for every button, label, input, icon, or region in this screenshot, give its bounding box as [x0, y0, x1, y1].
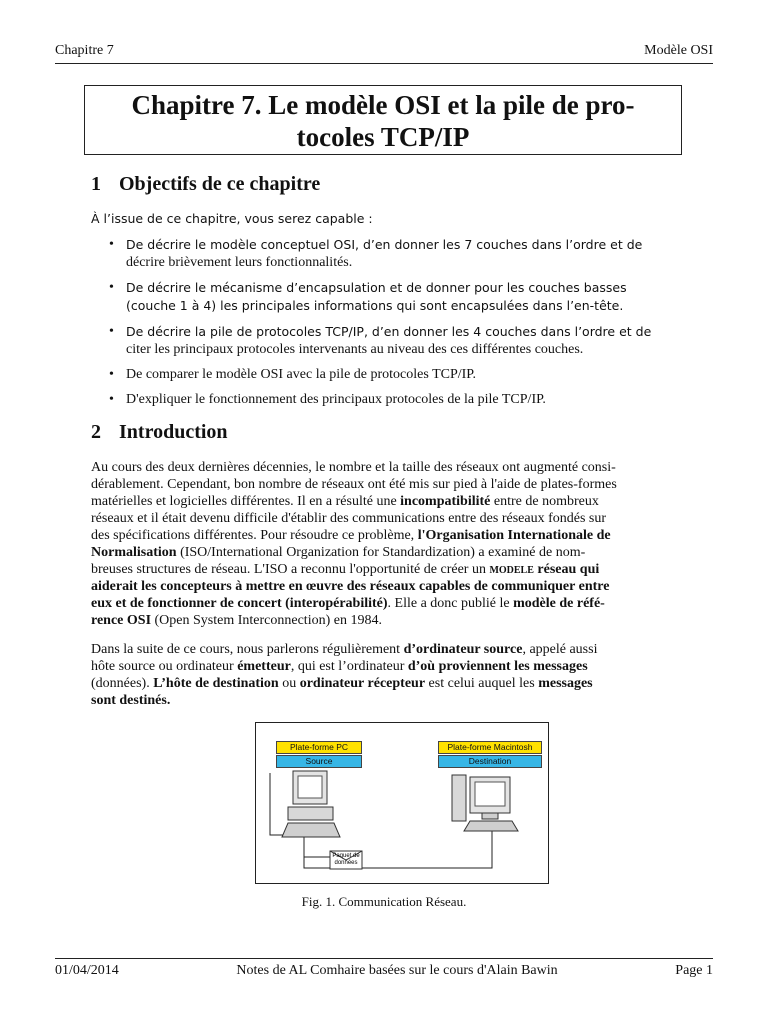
page-header — [55, 43, 713, 59]
section1-heading — [91, 173, 320, 196]
section2-heading — [91, 421, 228, 444]
section2-title: Introduction — [119, 421, 228, 443]
network-diagram — [256, 723, 550, 885]
network-figure — [255, 722, 549, 884]
footer-credits: Notes de AL Comhaire basées sur le cours d'Alain Bawin — [236, 963, 558, 978]
right-platform-label: Plate-forme Macintosh — [438, 741, 542, 754]
page-footer — [55, 963, 713, 979]
right-role-label: Destination — [438, 755, 542, 768]
chapter-title-line1: Chapitre 7. Le modèle OSI et la pile de pro- — [131, 90, 635, 120]
list-item: • De décrire le mécanisme d’encapsulation et de donner pour les couches basses (couche 1 à 4) les principales informations qui sont encapsulées dans l’en-tête. — [126, 279, 677, 315]
section1-title: Objectifs de ce chapitre — [119, 173, 321, 195]
objectives-list — [126, 236, 677, 416]
section2-number: 2 — [91, 421, 101, 443]
intro-paragraph-1: Au cours des deux dernières décennies, le nombre et la taille des réseaux ont augmenté consi- dérablement. Cependant, bon nombre de réseaux ont été mis sur pied à l'aide de plates-formes matérielles et logicielles différentes. Il en a résulté une incompatibilité entre de nombreux réseaux et il était devenu difficile d'établir des communications entre des réseaux fondés sur des spécifications différentes. Pour résoudre ce problème, l'Organisation Internationale de Normalisation (ISO/International Organization for Standardization) a examiné de nom- breuses structures de réseau. L'ISO a reconnu l'opportunité de créer un modele réseau qui aiderait les concepteurs à mettre en œuvre des réseaux capables de communiquer entre eux et de fonctionner de concert (interopérabilité). Elle a donc publié le modèle de réfé- rence OSI (Open System Interconnection) en 1984. — [91, 460, 617, 628]
footer-date: 01/04/2014 — [55, 963, 119, 978]
header-rule — [55, 63, 713, 64]
pc-computer-icon — [282, 771, 340, 837]
list-item: • De décrire la pile de protocoles TCP/IP, d’en donner les 4 couches dans l’ordre et de citer les principaux protocoles intervenants au niveau des ces différentes couches. — [126, 323, 677, 358]
footer-page-number: Page 1 — [675, 963, 713, 978]
header-topic: Modèle OSI — [644, 43, 713, 58]
figure-caption: Fig. 1. Communication Réseau. — [301, 894, 467, 909]
footer-rule — [55, 958, 713, 959]
chapter-title-box — [84, 85, 682, 155]
list-item: • De décrire le modèle conceptuel OSI, d’en donner les 7 couches dans l’ordre et de décrire brièvement leurs fonctionnalités. — [126, 236, 677, 271]
header-chapter: Chapitre 7 — [55, 43, 114, 58]
section1-number: 1 — [91, 173, 101, 195]
list-item: • D'expliquer le fonctionnement des principaux protocoles de la pile TCP/IP. — [126, 391, 677, 408]
chapter-title-line2: tocoles TCP/IP — [296, 122, 470, 152]
data-packet-icon — [330, 851, 362, 869]
packet-label-line2: données — [334, 860, 358, 866]
intro-paragraph-2: Dans la suite de ce cours, nous parlerons régulièrement d’ordinateur source, appelé aussi hôte source ou ordinateur émetteur, qui est l’ordinateur d’où proviennent les messages (données). L’hôte de destination ou ordinateur récepteur est celui auquel les messages sont destinés. — [91, 642, 598, 708]
left-role-label: Source — [276, 755, 362, 768]
packet-label-line1: Paquet de — [332, 853, 360, 859]
mac-computer-icon — [452, 775, 518, 831]
left-platform-label: Plate-forme PC — [276, 741, 362, 754]
list-item: • De comparer le modèle OSI avec la pile de protocoles TCP/IP. — [126, 366, 677, 383]
section1-intro: À l’issue de ce chapitre, vous serez capable : — [91, 211, 373, 226]
